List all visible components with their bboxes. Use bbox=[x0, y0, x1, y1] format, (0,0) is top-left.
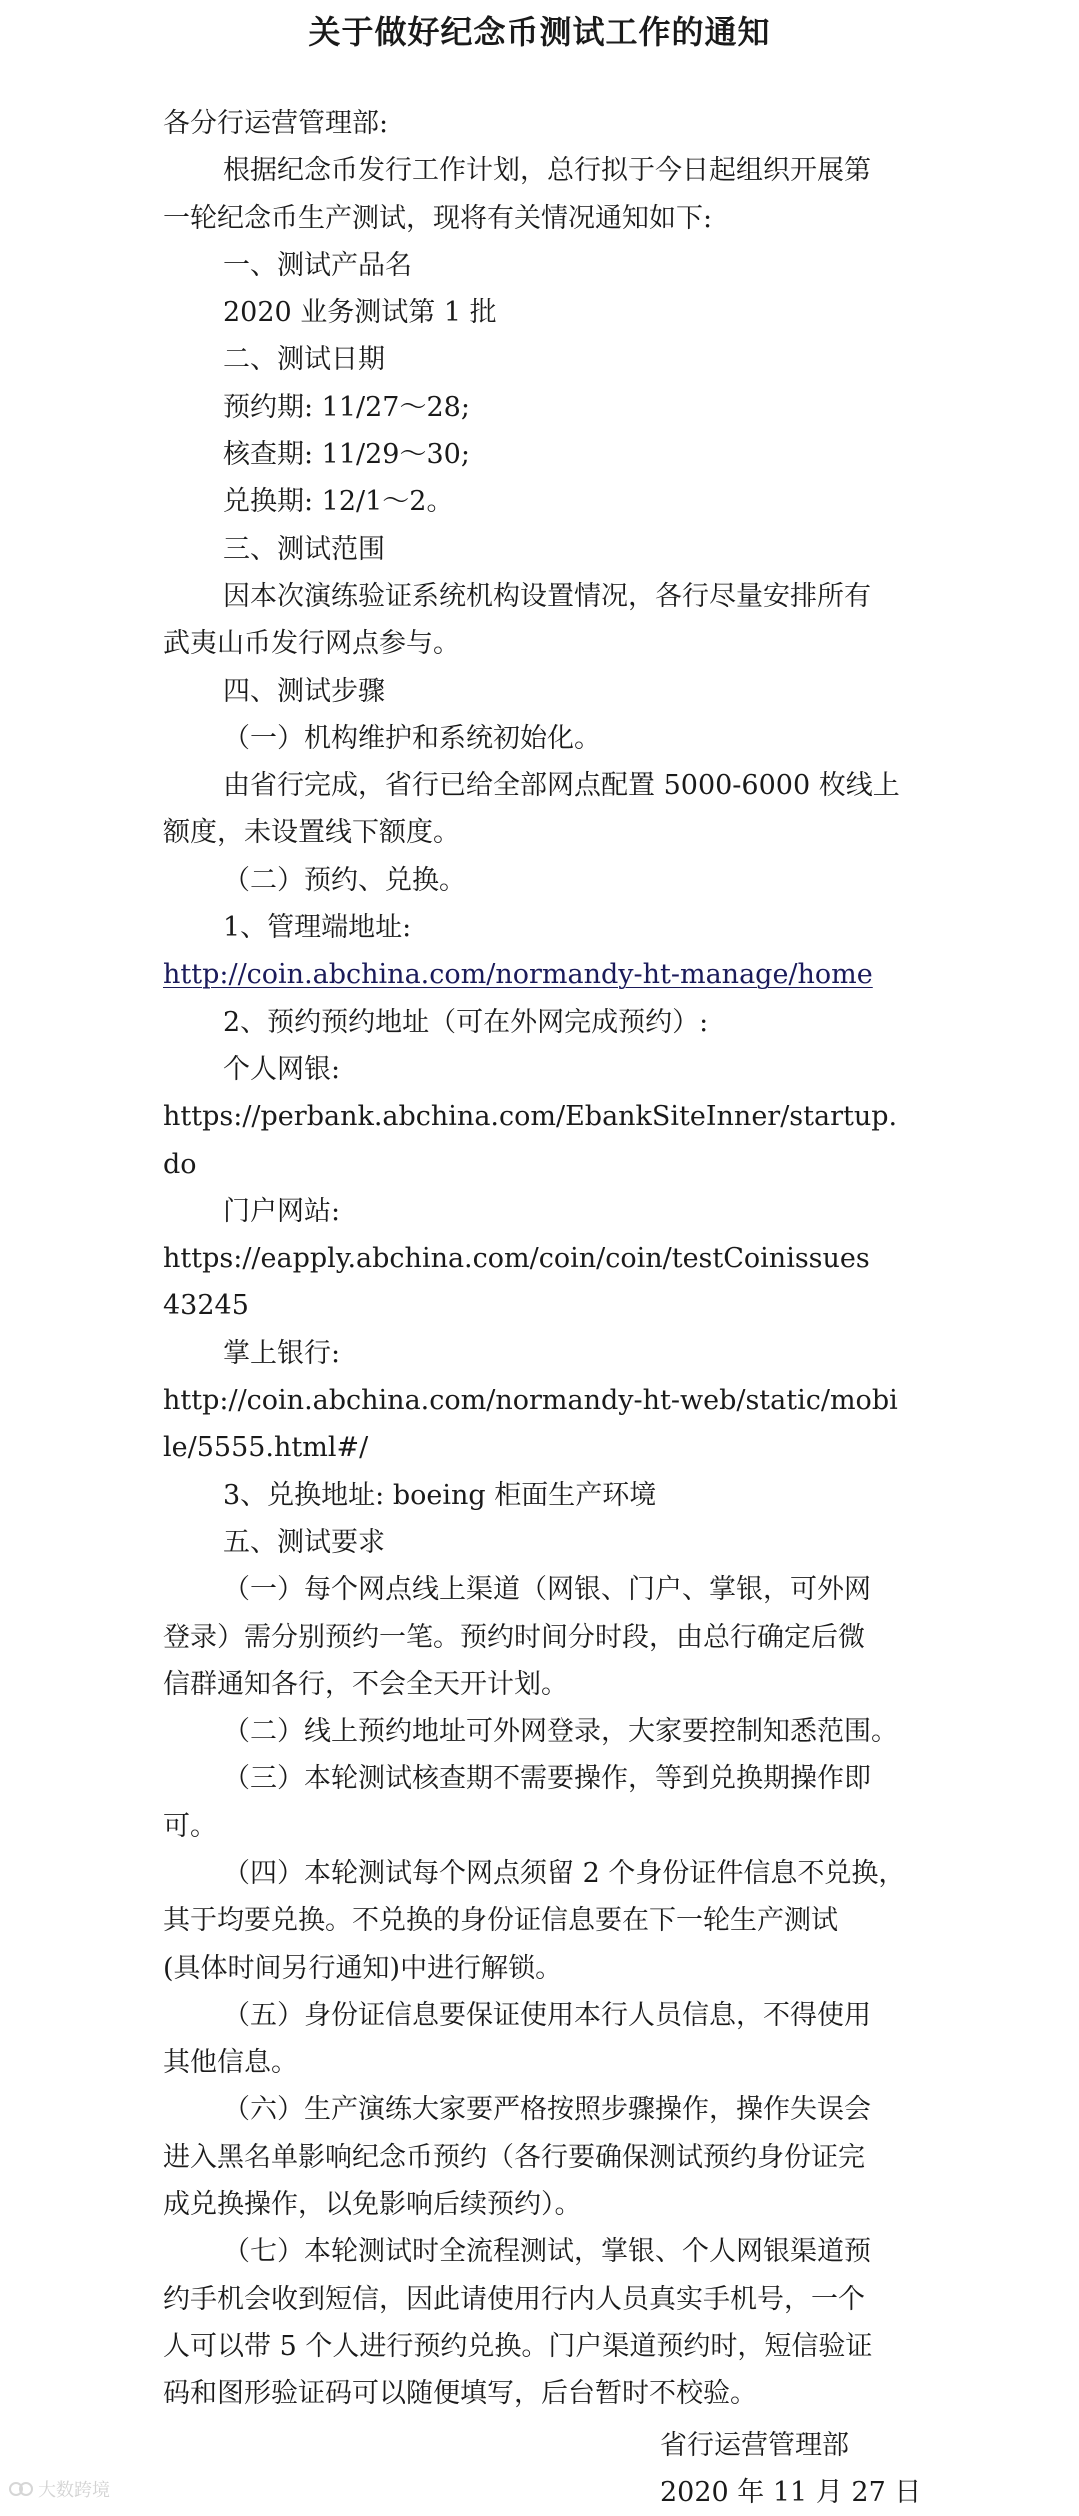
watermark-text: 大数跨境 bbox=[38, 2480, 110, 2501]
document-line: (具体时间另行通知)中进行解锁。 bbox=[163, 1952, 563, 1984]
document-line: 其他信息。 bbox=[163, 2047, 298, 2079]
document-line: 二、测试日期 bbox=[223, 344, 385, 376]
document-line: （一）机构维护和系统初始化。 bbox=[223, 722, 601, 754]
document-line: 兑换期: 12/1～2。 bbox=[223, 486, 454, 518]
document-line: 人可以带 5 个人进行预约兑换。门户渠道预约时，短信验证 bbox=[163, 2330, 873, 2362]
document-line: 约手机会收到短信，因此请使用行内人员真实手机号，一个 bbox=[163, 2283, 865, 2315]
document-line: do bbox=[163, 1148, 197, 1180]
document-line: （四）本轮测试每个网点须留 2 个身份证件信息不兑换， bbox=[223, 1857, 906, 1889]
document-line: 2020 业务测试第 1 批 bbox=[223, 297, 497, 329]
document-line: 2、预约预约地址（可在外网完成预约）: bbox=[223, 1006, 709, 1038]
document-line: 3、兑换地址: boeing 柜面生产环境 bbox=[223, 1479, 657, 1511]
document-line: 可。 bbox=[163, 1810, 217, 1842]
document-line: https://eapply.abchina.com/coin/coin/testCoinissues bbox=[163, 1243, 870, 1275]
document-body bbox=[163, 100, 923, 2418]
document-line: （六）生产演练大家要严格按照步骤操作，操作失误会 bbox=[223, 2094, 871, 2126]
document-line: 额度，未设置线下额度。 bbox=[163, 817, 460, 849]
document-line: 根据纪念币发行工作计划，总行拟于今日起组织开展第 bbox=[223, 155, 871, 187]
watermark bbox=[8, 2476, 110, 2502]
document-line: 43245 bbox=[163, 1290, 249, 1322]
document-line: le/5555.html#/ bbox=[163, 1432, 369, 1464]
document-line: 核查期: 11/29～30; bbox=[223, 439, 470, 471]
document-line: （一）每个网点线上渠道（网银、门户、掌银，可外网 bbox=[223, 1574, 871, 1606]
document-title: 关于做好纪念币测试工作的通知 bbox=[308, 13, 771, 51]
document-line: 五、测试要求 bbox=[223, 1526, 385, 1558]
document-line: 一、测试产品名 bbox=[223, 249, 412, 281]
document-line: 成兑换操作，以免影响后续预约）。 bbox=[163, 2189, 582, 2221]
document-line: 信群通知各行，不会全天开计划。 bbox=[163, 1668, 568, 1700]
document-line: https://perbank.abchina.com/EbankSiteInner/startup. bbox=[163, 1101, 898, 1133]
document-line: （五）身份证信息要保证使用本行人员信息，不得使用 bbox=[223, 1999, 871, 2031]
document-line: 个人网银: bbox=[223, 1053, 341, 1085]
document-line: 1、管理端地址: bbox=[223, 912, 412, 944]
signature-department: 省行运营管理部 bbox=[660, 2430, 849, 2461]
document-line: 预约期: 11/27～28; bbox=[223, 391, 470, 423]
document-line: （二）线上预约地址可外网登录，大家要控制知悉范围。 bbox=[223, 1716, 898, 1748]
document-line: 武夷山币发行网点参与。 bbox=[163, 628, 460, 660]
signature-date: 2020 年 11 月 27 日 bbox=[660, 2477, 922, 2508]
document-line: 四、测试步骤 bbox=[223, 675, 385, 707]
watermark-logo-icon bbox=[8, 2479, 34, 2499]
document-line: （七）本轮测试时全流程测试，掌银、个人网银渠道预 bbox=[223, 2236, 871, 2268]
document-line: 三、测试范围 bbox=[223, 533, 385, 565]
document-line: 因本次演练验证系统机构设置情况，各行尽量安排所有 bbox=[223, 580, 871, 612]
document-line: 进入黑名单影响纪念币预约（各行要确保测试预约身份证完 bbox=[163, 2141, 865, 2173]
document-line: 掌上银行: bbox=[223, 1337, 341, 1369]
document-line: 登录）需分别预约一笔。预约时间分时段，由总行确定后微 bbox=[163, 1621, 865, 1653]
document-link[interactable] bbox=[163, 951, 923, 998]
document-line: 由省行完成，省行已给全部网点配置 5000-6000 枚线上 bbox=[223, 770, 900, 802]
document-line: 码和图形验证码可以随便填写，后台暂时不校验。 bbox=[163, 2378, 757, 2410]
document-line: 各分行运营管理部: bbox=[163, 108, 389, 139]
document-line: 门户网站: bbox=[223, 1195, 341, 1227]
document-line: （三）本轮测试核查期不需要操作，等到兑换期操作即 bbox=[223, 1763, 871, 1795]
document-line: http://coin.abchina.com/normandy-ht-web/static/mobi bbox=[163, 1385, 898, 1417]
document-line: （二）预约、兑换。 bbox=[223, 864, 466, 896]
document-line: 其于均要兑换。不兑换的身份证信息要在下一轮生产测试 bbox=[163, 1905, 838, 1937]
management-url-link[interactable]: http://coin.abchina.com/normandy-ht-manage/home bbox=[163, 959, 873, 991]
document-line: 一轮纪念币生产测试，现将有关情况通知如下: bbox=[163, 202, 713, 234]
